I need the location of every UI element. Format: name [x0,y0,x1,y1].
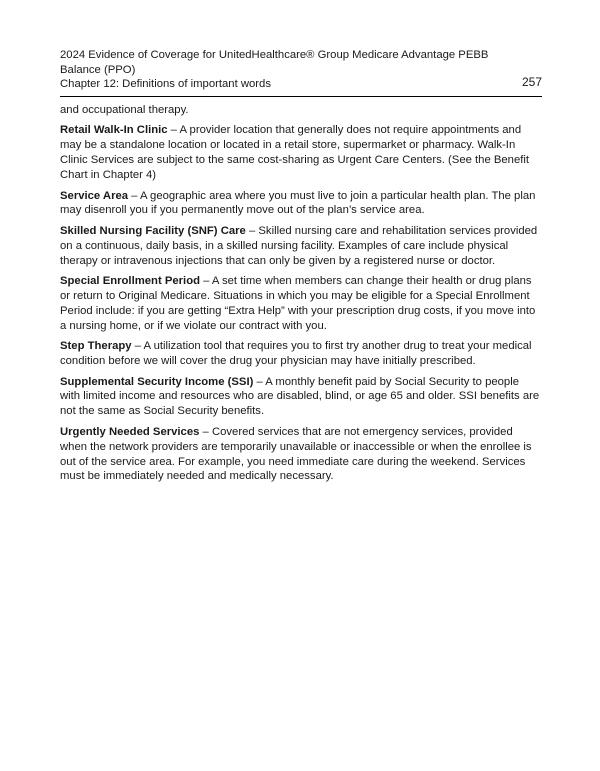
continuation-text: and occupational therapy. [60,104,189,116]
document-title: 2024 Evidence of Coverage for UnitedHealthcare® Group Medicare Advantage PEBB Balance (PPO) [60,49,489,76]
definition-term: Supplemental Security Income (SSI) [60,375,254,388]
definition-text: – A geographic area where you must live to join a particular health plan. The plan may disenroll you if you permanently move out of the plan’s service area. [60,189,536,217]
definition-entry [60,375,542,420]
definitions-body [60,103,542,490]
definition-term: Special Enrollment Period [60,275,200,288]
definition-entry [60,274,542,334]
definition-entry [60,339,542,369]
page-header [60,48,542,92]
definition-text: – A utilization tool that requires you to first try another drug to treat your medical condition before we will cover the drug your physician may have initially prescribed. [60,340,532,368]
definition-term: Service Area [60,189,129,202]
page-number: 257 [521,75,542,89]
definition-text: – A monthly benefit paid by Social Security to people with limited income and resources who are disabled, blind, or age 65 and older. SSI benefits are not the same as Social Security benefits. [60,375,540,418]
definition-entry [60,425,542,485]
header-divider [60,96,542,97]
definition-text: – Covered services that are not emergency services, provided when the network providers are temporarily unavailable or inaccessible or when the enrollee is out of the service area. For example, you need immediate care during the weekend. Services must be immediately needed and medically necessary. [60,425,532,483]
definition-text: – Skilled nursing care and rehabilitation services provided on a continuous, daily basis, in a skilled nursing facility. Examples of care include physical therapy or intravenous injections that can only be given by a registered nurse or doctor. [60,224,538,267]
definition-text: – A set time when members can change their health or drug plans or return to Original Medicare. Situations in which you may be eligible for a Special Enrollment Period include: if you are getting “Extra Help” with your prescription drug costs, if you move into a nursing home, or if we violate our contract with you. [60,275,536,332]
definition-entry [60,123,542,183]
definition-term: Skilled Nursing Facility (SNF) Care [60,224,246,237]
definition-term: Urgently Needed Services [60,425,200,438]
definition-text: – A provider location that generally does not require appointments and may be a standalone location or located in a retail store, supermarket or pharmacy. Walk-In Clinic Services are subject to the same cost-sharing as Urgent Care Centers. (See the Benefit Chart in Chapter 4) [60,124,530,182]
chapter-row [60,77,542,92]
definition-term: Step Therapy [60,340,132,353]
definition-term: Retail Walk-In Clinic [60,124,168,137]
chapter-title: Chapter 12: Definitions of important words [60,78,271,90]
definition-entry [60,224,542,269]
definition-entry [60,189,542,219]
